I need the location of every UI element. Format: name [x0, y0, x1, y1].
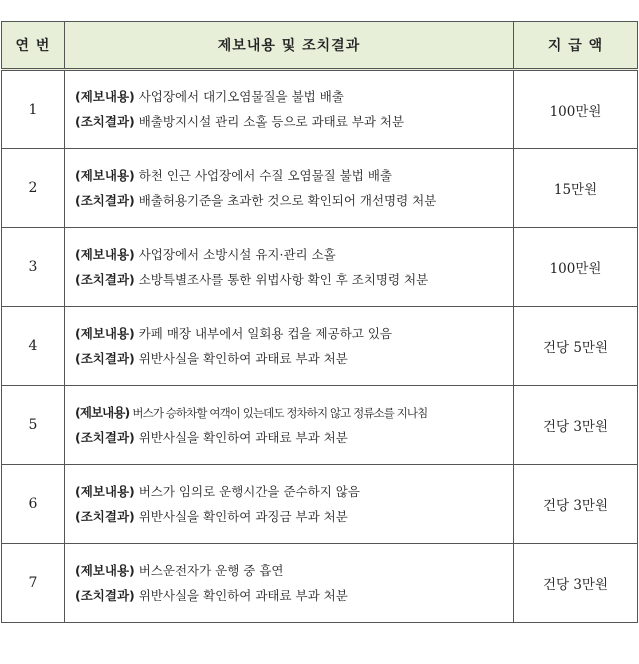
report-line: [75, 165, 513, 187]
header-no: 연 번: [2, 22, 65, 70]
table-row: [2, 307, 638, 386]
report-tag: (제보내용): [75, 562, 135, 578]
row-content: [65, 307, 514, 386]
table-row: [2, 386, 638, 465]
action-tag: (조치결과): [75, 350, 135, 366]
table-row: [2, 544, 638, 623]
action-text: 위반사실을 확인하여 과태료 부과 처분: [138, 350, 348, 366]
action-line: [75, 348, 513, 370]
action-text: 위반사실을 확인하여 과태료 부과 처분: [138, 587, 348, 603]
row-content: [65, 228, 514, 307]
row-number: 6: [2, 465, 65, 544]
row-content: [65, 149, 514, 228]
reward-amount: 건당 5만원: [514, 307, 638, 386]
report-line: [75, 244, 513, 266]
row-content: [65, 70, 514, 149]
row-number: 5: [2, 386, 65, 465]
header-amount: 지 급 액: [514, 22, 638, 70]
reward-amount: 100만원: [514, 70, 638, 149]
action-line: [75, 190, 513, 212]
table-row: [2, 465, 638, 544]
reward-table: [1, 21, 638, 623]
table-header: [2, 22, 638, 70]
report-tag: (제보내용): [75, 325, 135, 341]
action-tag: (조치결과): [75, 508, 135, 524]
report-text: 하천 인근 사업장에서 수질 오염물질 불법 배출: [138, 167, 392, 183]
row-number: 7: [2, 544, 65, 623]
table-row: [2, 70, 638, 149]
table-row: [2, 149, 638, 228]
row-number: 2: [2, 149, 65, 228]
table-row: [2, 228, 638, 307]
report-text: 버스가 승하차할 여객이 있는데도 정차하지 않고 정류소를 지나침: [132, 405, 428, 420]
reward-amount: 건당 3만원: [514, 465, 638, 544]
action-line: [75, 427, 513, 449]
action-line: [75, 585, 513, 607]
report-line: [75, 402, 513, 424]
report-tag: (제보내용): [75, 246, 135, 262]
row-content: [65, 544, 514, 623]
table-body: [2, 70, 638, 623]
row-content: [65, 465, 514, 544]
action-text: 배출허용기준을 초과한 것으로 확인되어 개선명령 처분: [138, 192, 437, 208]
report-line: [75, 481, 513, 503]
action-tag: (조치결과): [75, 114, 135, 129]
report-line: [75, 86, 513, 108]
reward-amount: 건당 3만원: [514, 386, 638, 465]
action-text: 소방특별조사를 통한 위법사항 확인 후 조치명령 처분: [138, 271, 429, 287]
reward-table-wrapper: [1, 21, 637, 623]
report-line: [75, 323, 513, 345]
report-text: 버스가 임의로 운행시간을 준수하지 않음: [138, 483, 360, 499]
report-text: 사업장에서 소방시설 유지·관리 소홀: [138, 246, 336, 262]
report-tag: (제보내용): [75, 483, 135, 499]
report-text: 버스운전자가 운행 중 흡연: [138, 562, 284, 578]
action-line: [75, 111, 513, 133]
row-number: 4: [2, 307, 65, 386]
report-text: 사업장에서 대기오염물질을 불법 배출: [138, 89, 344, 104]
action-line: [75, 269, 513, 291]
row-content: [65, 386, 514, 465]
row-number: 1: [2, 70, 65, 149]
header-content: 제보내용 및 조치결과: [65, 22, 514, 70]
action-tag: (조치결과): [75, 429, 135, 445]
report-tag: (제보내용): [75, 404, 130, 420]
report-tag: (제보내용): [75, 167, 135, 183]
report-tag: (제보내용): [75, 89, 135, 104]
reward-amount: 건당 3만원: [514, 544, 638, 623]
row-number: 3: [2, 228, 65, 307]
action-text: 배출방지시설 관리 소홀 등으로 과태료 부과 처분: [138, 114, 405, 129]
action-tag: (조치결과): [75, 271, 135, 287]
action-tag: (조치결과): [75, 587, 135, 603]
action-line: [75, 506, 513, 528]
reward-amount: 15만원: [514, 149, 638, 228]
report-line: [75, 560, 513, 582]
report-text: 카페 매장 내부에서 일회용 컵을 제공하고 있음: [138, 325, 392, 341]
action-text: 위반사실을 확인하여 과태료 부과 처분: [138, 429, 348, 445]
header-row: [2, 22, 638, 70]
action-tag: (조치결과): [75, 192, 135, 208]
reward-amount: 100만원: [514, 228, 638, 307]
action-text: 위반사실을 확인하여 과징금 부과 처분: [138, 508, 348, 524]
